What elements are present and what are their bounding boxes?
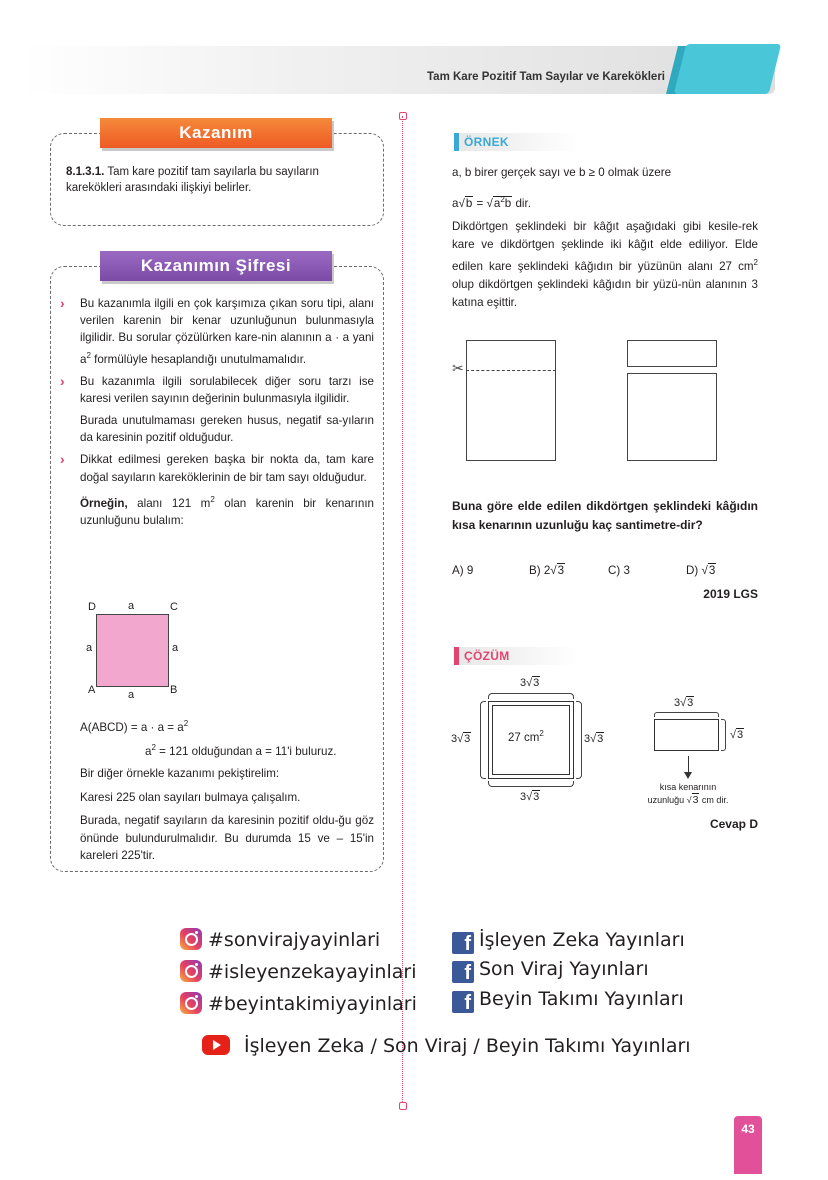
pointer-arrow-icon [684, 772, 692, 779]
sifre-p1-text: Bu kazanımla ilgili en çok karşımıza çıkan soru tipi, alanı verilen karenin bir kenar uzunluğunun bulunmasıyla ilgilidir. Bu sorular çözülürken kare-nin alanının a · a yani a [80, 297, 374, 366]
square-right-label: 3√3 [584, 733, 604, 745]
facebook-beyintakimi-text: Beyin Takımı Yayınları [479, 988, 684, 1010]
option-c: C) 3 [608, 564, 630, 577]
bullet-arrow-icon: › [60, 372, 65, 389]
ornek-paragraph [452, 218, 758, 312]
note-line-2-root: 3 [692, 794, 699, 806]
kazanim-banner: Kazanım [100, 118, 332, 148]
ornek-l2-sup: 2 [500, 195, 505, 204]
solution-note [636, 781, 740, 807]
rect-top-coef: 3 [674, 697, 681, 709]
example-text: alanı 121 m [127, 496, 211, 510]
option-a: A) 9 [452, 564, 474, 577]
side-left-label: a [86, 642, 93, 654]
ornek-l2-a: a [452, 196, 459, 210]
header-bar [20, 46, 775, 94]
ornek-tag: ÖRNEK [454, 133, 509, 151]
instagram-sonviraj-text: #sonvirajyayinlari [208, 929, 381, 951]
option-b-root: 3 [557, 564, 565, 577]
facebook-icon: f [452, 961, 474, 983]
kazanim-text [66, 164, 374, 196]
facebook-sonviraj[interactable] [452, 958, 649, 983]
instagram-icon [180, 928, 202, 950]
cut-line [466, 370, 556, 371]
sifre-paragraph-3 [60, 412, 374, 446]
solution-formula-a: a [145, 744, 152, 758]
example-lead: Örneğin, [80, 496, 128, 510]
side-right-label: a [172, 642, 179, 654]
cut-square-piece [627, 373, 717, 461]
area-formula [80, 719, 188, 734]
instagram-beyintakimi[interactable] [180, 992, 417, 1015]
followup-line-3: Burada, negatif sayıların da karesinin pozitif oldu-ğu göz önünde bulundurulmalıdır. Bu durumda 15 ve – 15'in kareleri 225'tir. [80, 814, 374, 862]
instagram-sonviraj[interactable] [180, 928, 380, 951]
facebook-isleyenzeka[interactable] [452, 929, 685, 954]
sifre-followup [80, 765, 374, 871]
solution-rectangle [654, 719, 719, 751]
cut-rectangle-piece [627, 340, 717, 367]
square-top-label: 3√3 [520, 677, 540, 689]
ornek-p1-sup: 2 [753, 258, 758, 267]
question-text: Buna göre elde edilen dikdörtgen şeklindeki kâğıdın kısa kenarının uzunluğu kaç santimetre-dir? [452, 499, 758, 532]
facebook-sonviraj-text: Son Viraj Yayınları [479, 958, 649, 980]
solution-formula [145, 743, 336, 758]
sifre-p2-text: Bu kazanımla ilgili sorulabilecek diğer soru tarzı ise karesi verilen sayının değerinin bulunmasıyla ilgilidir. [80, 374, 374, 405]
instagram-isleyenzeka[interactable] [180, 960, 416, 983]
note-line-2-a: uzunluğu [647, 795, 687, 805]
option-d-root: 3 [708, 564, 716, 577]
rect-right-label: √3 [730, 729, 744, 741]
ornek-p1-text-end: olup dikdörtgen şeklindeki kâğıdın bir yüzü-nün alanının 3 katına eşittir. [452, 277, 758, 309]
sifre-example [60, 491, 374, 529]
vertex-a: A [88, 684, 96, 696]
original-paper [466, 340, 556, 461]
youtube-icon [202, 1035, 230, 1055]
square-area-sup: 2 [539, 729, 544, 738]
facebook-icon: f [452, 932, 474, 954]
bullet-arrow-icon: › [60, 451, 65, 468]
option-d-label: D) [686, 564, 702, 577]
sifre-p4-text: Dikkat edilmesi gereken başka bir nokta da, tam kare doğal sayıların kareköklerinin de bir tam sayı olduğudur. [80, 453, 374, 484]
note-line-1: kısa kenarının [659, 782, 717, 792]
bullet-arrow-icon: › [60, 295, 65, 311]
left-brace [480, 701, 486, 779]
followup-line-2: Karesi 225 olan sayıları bulmaya çalışalım. [80, 790, 301, 804]
square-left-label: 3√3 [451, 733, 471, 745]
square-abcd [96, 614, 169, 687]
instagram-beyintakimi-text: #beyintakimiyayinlari [208, 993, 417, 1015]
sifre-p3-text: Burada unutulmaması gereken husus, negatif sa-yıların da karesinin pozitif olduğudur. [80, 414, 374, 445]
sifre-paragraph-1 [60, 295, 374, 368]
facebook-beyintakimi[interactable] [452, 988, 684, 1013]
answer-label: Cevap D [709, 817, 758, 831]
instagram-isleyenzeka-text: #isleyenzekayayinlari [208, 961, 417, 983]
option-d: D) √3 [686, 564, 716, 577]
page-header-title: Tam Kare Pozitif Tam Sayılar ve Karekökleri [427, 71, 665, 83]
ornek-line-1: a, b birer gerçek sayı ve b ≥ 0 olmak üzere [452, 166, 672, 179]
area-formula-sup: 2 [183, 719, 189, 728]
bottom-brace [488, 781, 574, 787]
vertex-d: D [88, 601, 96, 613]
vertex-c: C [170, 601, 178, 613]
youtube-channel[interactable] [202, 1035, 691, 1057]
scissors-icon: ✂ [452, 360, 464, 376]
ornek-l2-a2: a [493, 196, 501, 210]
square-left-root: 3 [464, 733, 471, 745]
facebook-icon: f [452, 991, 474, 1013]
ornek-l2-b2: b [504, 196, 512, 210]
rect-top-brace [654, 712, 719, 717]
square-bottom-root: 3 [533, 791, 540, 803]
option-b-label: B) 2 [529, 564, 551, 577]
square-top-root: 3 [533, 677, 540, 689]
divider-bottom-cap [399, 1102, 407, 1110]
square-area-label [508, 729, 544, 744]
sifre-paragraph-4 [60, 451, 374, 485]
side-bottom-label: a [128, 689, 135, 701]
kazanim-code: 8.1.3.1. [66, 166, 105, 178]
note-line-2: uzunluğu √3 cm dir. [647, 794, 729, 806]
sifre-p1-sup: 2 [86, 350, 91, 360]
cozum-tag: ÇÖZÜM [454, 647, 510, 665]
vertex-b: B [170, 684, 178, 696]
youtube-channel-text: İşleyen Zeka / Son Viraj / Beyin Takımı Yayınları [244, 1035, 691, 1057]
divider-top-cap [399, 112, 407, 120]
rect-top-label: 3√3 [674, 697, 694, 709]
source-label: 2019 LGS [703, 587, 758, 601]
page-number: 43 [734, 1116, 762, 1174]
sifre-banner: Kazanımın Şifresi [100, 251, 332, 281]
square-area-text: 27 cm [508, 731, 540, 744]
solution-formula-text: = 121 olduğundan a = 11'i buluruz. [155, 744, 337, 758]
sifre-content [60, 295, 374, 534]
example-text-end: olan karenin bir kenarının uzunluğunu bulalım: [80, 496, 374, 527]
note-line-2-end: cm dir. [699, 795, 729, 805]
rect-right-brace [721, 719, 726, 751]
top-brace [488, 693, 574, 699]
option-b: B) 2√3 [529, 564, 565, 577]
instagram-icon [180, 992, 202, 1014]
rect-top-root: 3 [687, 697, 694, 709]
rect-right-root: 3 [737, 729, 744, 741]
facebook-isleyenzeka-text: İşleyen Zeka Yayınları [479, 929, 685, 951]
ornek-l2-b: b [465, 196, 473, 210]
header-tab [674, 44, 781, 94]
square-right-root: 3 [597, 733, 604, 745]
solution-formula-sup: 2 [151, 743, 156, 752]
square-bottom-label: 3√3 [520, 791, 540, 803]
followup-line-1: Bir diğer örnekle kazanımı pekiştirelim: [80, 767, 280, 780]
right-brace [576, 701, 582, 779]
sifre-p1-text-end: formülüyle hesaplandığı unutulmamalıdır. [90, 352, 307, 366]
ornek-line-2: $a√b = √a^2b$ dir. [452, 195, 531, 210]
area-formula-text: A(ABCD) = a · a = a [80, 720, 184, 734]
kazanim-description: Tam kare pozitif tam sayılarla bu sayıların karekökleri arasındaki ilişkiyi belirler. [66, 166, 319, 194]
example-sup: 2 [210, 494, 215, 504]
ornek-p1-text: Dikdörtgen şeklindeki bir kâğıt aşağıdaki gibi kesile-rek kare ve dikdörtgen şeklinde iki kâğıt elde ediliyor. Elde edilen kare şeklindeki kâğıdın bir yüzünün alanı 27 cm [452, 220, 758, 273]
ornek-l2-end: dir. [512, 196, 531, 210]
side-top-label: a [128, 600, 135, 612]
sifre-paragraph-2 [60, 373, 374, 407]
ornek-l2-eq: = [473, 196, 487, 210]
instagram-icon [180, 960, 202, 982]
